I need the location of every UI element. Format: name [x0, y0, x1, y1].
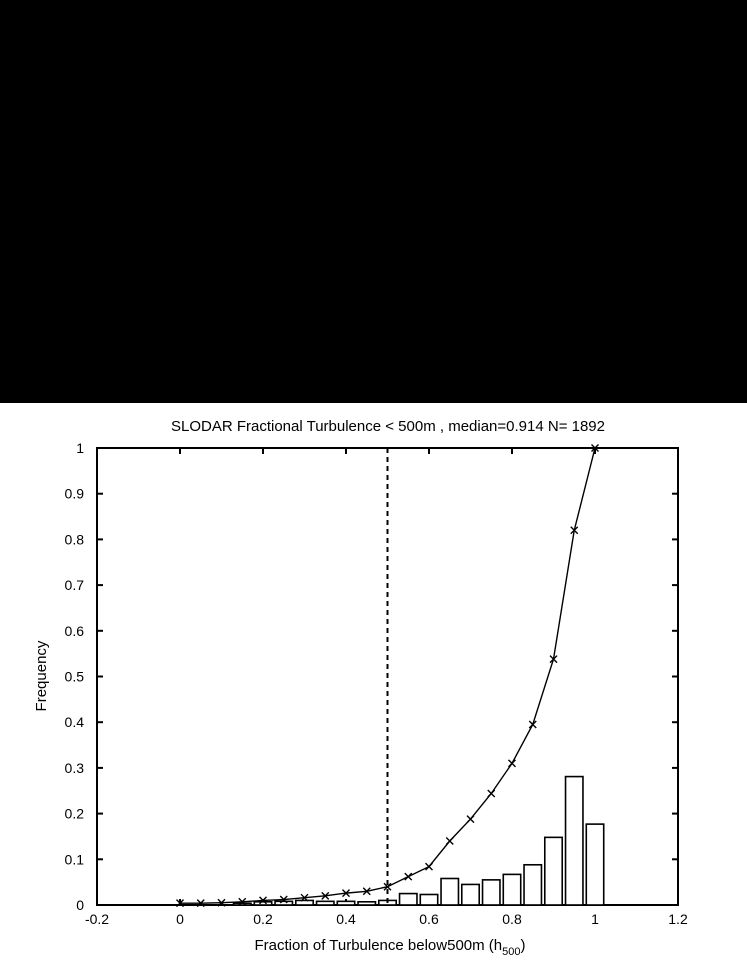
x-tick-label: 0.8 [502, 911, 522, 927]
black-band [0, 0, 747, 403]
histogram-bar [483, 880, 500, 905]
y-tick-label: 0.7 [64, 577, 84, 594]
y-tick-label: 0.3 [64, 759, 84, 776]
histogram-bar [358, 902, 375, 905]
x-marker [488, 790, 495, 797]
histogram-bar [566, 777, 583, 905]
histogram-bar [254, 902, 271, 905]
y-tick-label: 0.1 [64, 851, 84, 868]
x-tick-label: 1.2 [668, 911, 688, 927]
x-marker [529, 721, 536, 728]
histogram-bar [524, 865, 541, 905]
y-tick-label: 1 [76, 440, 84, 456]
x-marker [509, 760, 516, 767]
x-axis-label-main: Fraction of Turbulence below500m (h [254, 937, 503, 954]
y-tick-label: 0.4 [64, 714, 84, 731]
x-marker [405, 873, 412, 880]
y-tick-label: 0.5 [64, 668, 84, 685]
x-tick-label: 0.2 [253, 911, 273, 927]
histogram-bar [462, 884, 479, 905]
y-tick-label: 0.2 [64, 805, 84, 822]
y-tick-label: 0 [76, 897, 84, 913]
y-tick-label: 0.6 [64, 622, 84, 639]
histogram-bar [317, 901, 334, 905]
histogram-bar [503, 874, 520, 905]
x-marker [426, 863, 433, 870]
x-tick-label: -0.2 [84, 911, 110, 927]
y-tick-label: 0.8 [64, 531, 84, 548]
histogram-bar [337, 901, 354, 905]
x-tick-label: 0.4 [336, 911, 356, 927]
chart-title: SLODAR Fractional Turbulence < 500m , median=0.914 N= 1892 [170, 418, 606, 435]
x-marker [446, 838, 453, 845]
histogram-bar [420, 894, 437, 905]
x-axis-label-close: ) [520, 937, 526, 954]
x-tick-label: 0.6 [419, 911, 439, 927]
y-tick-label: 0.9 [64, 485, 84, 502]
histogram-bar [441, 878, 458, 905]
histogram-bar [586, 824, 603, 905]
y-axis-label: Frequency [33, 640, 50, 712]
histogram-bar [400, 894, 417, 905]
x-tick-label: 0 [176, 911, 184, 927]
histogram-bar [275, 901, 292, 905]
x-axis-label [255, 937, 526, 958]
histogram-bar [296, 900, 313, 905]
x-marker [467, 816, 474, 823]
plot-content [65, 440, 688, 927]
x-tick-label: 1 [591, 911, 599, 927]
histogram-bar [234, 903, 251, 905]
histogram-bar [545, 837, 562, 905]
x-axis-label-subscript: 500 [502, 946, 521, 958]
